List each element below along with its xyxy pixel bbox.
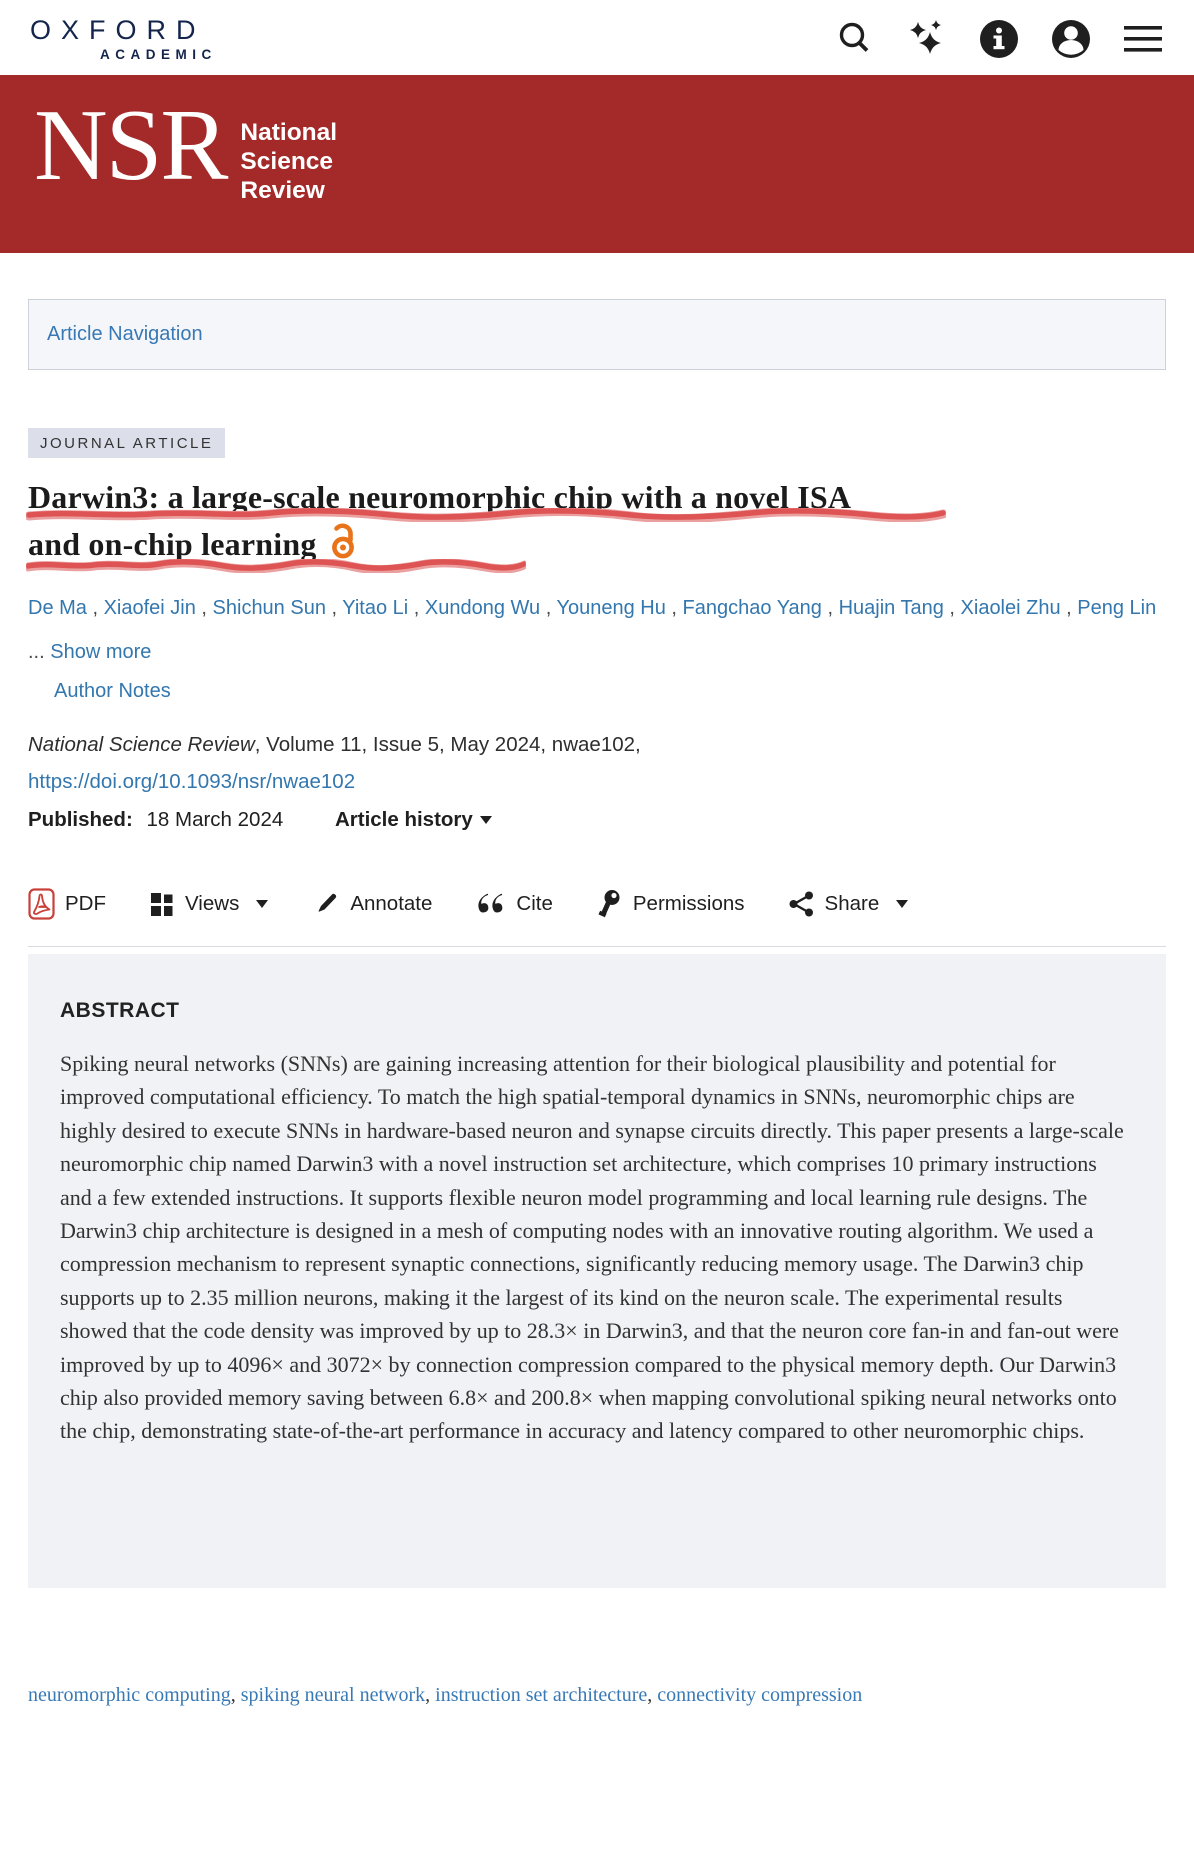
author-link[interactable]: De Ma	[28, 597, 87, 619]
site-header	[0, 0, 1194, 75]
oxford-academic-logo[interactable]	[30, 13, 217, 62]
permissions-key-icon	[597, 889, 623, 919]
keyword-link[interactable]: instruction set architecture	[435, 1683, 648, 1706]
author-link[interactable]: Shichun Sun	[212, 597, 326, 619]
cite-quote-icon	[476, 892, 506, 916]
keyword-separator: ,	[647, 1683, 658, 1706]
article-navigation-label[interactable]: Article Navigation	[47, 323, 203, 345]
annotate-pencil-icon	[312, 890, 340, 918]
nsr-logo[interactable]	[34, 89, 338, 206]
published-date: 18 March 2024	[146, 808, 284, 831]
citation-journal-name: National Science Review	[28, 733, 255, 756]
keyword-separator: ,	[425, 1683, 436, 1706]
doi-line	[28, 770, 1166, 794]
annotate-button[interactable]: Annotate	[312, 890, 432, 918]
permissions-button[interactable]: Permissions	[597, 889, 745, 919]
open-access-icon[interactable]	[329, 523, 357, 572]
author-link[interactable]: Yitao Li	[342, 597, 409, 619]
pdf-button[interactable]: PDF	[28, 888, 106, 920]
doi-link[interactable]: https://doi.org/10.1093/nsr/nwae102	[28, 770, 356, 793]
author-link[interactable]: Xundong Wu	[424, 597, 541, 619]
nsr-logo-abbrev: NSR	[34, 89, 227, 202]
views-button[interactable]: Views	[150, 892, 268, 917]
author-separator: ,	[1060, 597, 1078, 619]
author-separator: ,	[665, 597, 683, 619]
published-label: Published:	[28, 808, 133, 831]
author-link[interactable]: Youneng Hu	[556, 597, 666, 619]
abstract-section	[28, 954, 1166, 1588]
author-separator: ,	[943, 597, 961, 619]
article-history-toggle[interactable]: Article history	[335, 808, 492, 832]
keyword-link[interactable]: spiking neural network	[240, 1683, 426, 1706]
citation-details: , Volume 11, Issue 5, May 2024, nwae102,	[254, 733, 641, 756]
article-navigation-box[interactable]	[28, 299, 1166, 370]
keyword-separator: ,	[230, 1683, 241, 1706]
share-icon	[789, 891, 815, 917]
article-title-line1: Darwin3: a large-scale neuromorphic chip with a novel ISA	[28, 474, 851, 521]
author-link[interactable]: Fangchao Yang	[682, 597, 822, 619]
abstract-text: Spiking neural networks (SNNs) are gaining increasing attention for their biological plausibility and potential for improved computational efficiency. To match the high spatial-temporal dynamics in SNNs, neuromorphic chips are highly desired to execute SNNs in hardware-based neuron and synapse circuits directly. This paper presents a large-scale neuromorphic chip named Darwin3 with a novel instruction set architecture, which comprises 10 primary instructions and a few extended instructions. It supports flexible neuron model programming and local learning rule designs. The Darwin3 chip architecture is designed in a mesh of computing nodes with an innovative routing algorithm. We used a compression mechanism to represent synaptic connections, significantly reducing memory usage. The Darwin3 chip supports up to 2.35 million neurons, making it the largest of its kind on the neuron scale. The experimental results showed that the code density was improved by up to 28.3× in Darwin3, and that the neuron core fan-in and fan-out were improved by up to 4096× and 3072× by connection compression compared to the physical memory depth. Our Darwin3 chip also provided memory saving between 6.8× and 200.8× when mapping convolutional spiking neural networks onto the chip, demonstrating state-of-the-art performance in accuracy and latency compared to other neuromorphic chips.	[60, 1051, 1124, 1444]
show-more-authors-link[interactable]: Show more	[50, 641, 152, 663]
author-separator: ,	[540, 597, 557, 619]
author-separator: ,	[325, 597, 343, 619]
author-separator: ,	[408, 597, 425, 619]
caret-down-icon	[896, 900, 908, 908]
author-link[interactable]: Xiaolei Zhu	[960, 597, 1061, 619]
menu-icon[interactable]	[1122, 18, 1164, 60]
caret-down-icon	[256, 900, 268, 908]
published-line	[28, 808, 1166, 832]
abstract-heading: ABSTRACT	[60, 999, 180, 1022]
article-title	[28, 474, 1166, 572]
cite-button[interactable]: Cite	[476, 892, 552, 916]
journal-article-badge: JOURNAL ARTICLE	[28, 428, 225, 458]
toolbar-divider	[28, 946, 1166, 947]
caret-down-icon	[480, 816, 492, 824]
share-button[interactable]: Share	[789, 891, 909, 917]
pdf-icon	[28, 888, 55, 920]
views-grid-icon	[150, 892, 175, 917]
keyword-link[interactable]: neuromorphic computing	[28, 1683, 231, 1706]
journal-banner	[0, 75, 1194, 253]
author-link[interactable]: Xiaofei Jin	[103, 597, 196, 619]
author-separator: ,	[195, 597, 213, 619]
info-icon[interactable]	[978, 18, 1020, 60]
header-icons	[834, 16, 1164, 60]
keyword-link[interactable]: connectivity compression	[657, 1683, 863, 1706]
content-card	[0, 299, 1194, 1747]
article-toolbar	[28, 888, 1166, 920]
oxford-logo-line2: ACADEMIC	[100, 47, 217, 63]
account-icon[interactable]	[1050, 18, 1092, 60]
author-notes	[54, 680, 1166, 703]
author-notes-link[interactable]: Author Notes	[54, 680, 171, 702]
authors-list	[28, 586, 1166, 674]
author-link[interactable]: Peng Lin	[1077, 597, 1157, 619]
citation-line	[28, 733, 1166, 757]
oxford-logo-line1: OXFORD	[30, 15, 206, 46]
nsr-logo-name: National Science Review	[240, 119, 338, 204]
author-separator: ,	[821, 597, 839, 619]
sparkles-icon[interactable]	[906, 18, 948, 60]
article-title-line2: and on-chip learning	[28, 521, 357, 572]
search-icon[interactable]	[834, 18, 876, 60]
author-link[interactable]: Huajin Tang	[838, 597, 944, 619]
author-separator: ,	[86, 597, 104, 619]
keywords-list	[28, 1684, 1166, 1707]
authors-ellipsis: ...	[28, 641, 51, 663]
